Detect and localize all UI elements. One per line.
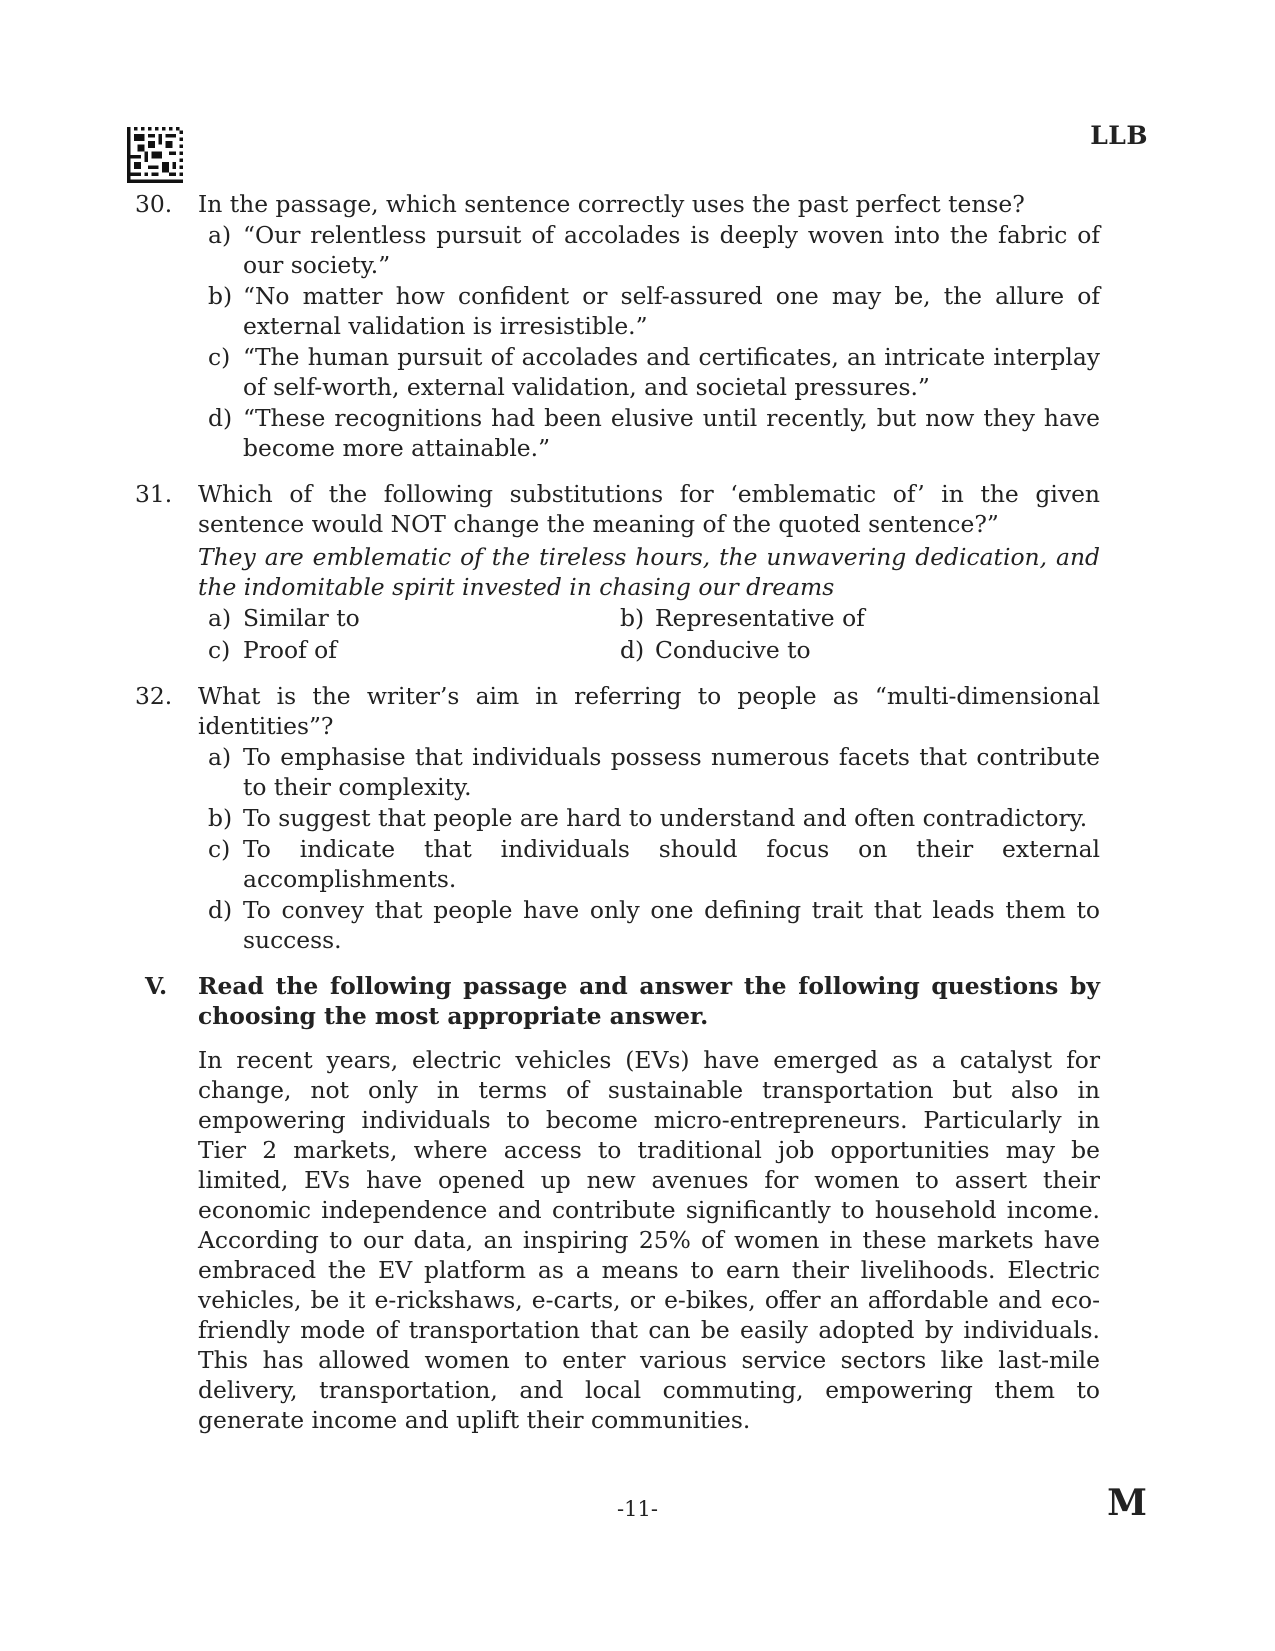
option-text: To emphasise that individuals possess numerous facets that contribute to their complexity. xyxy=(243,743,1100,801)
option-text: “No matter how confident or self-assured one may be, the allure of external validation is irresistible.” xyxy=(243,282,1100,340)
series-letter: M xyxy=(1107,1482,1147,1524)
question-number: 31. xyxy=(135,480,173,508)
option-label: d) xyxy=(620,636,645,664)
option-c[interactable] xyxy=(198,635,610,665)
reading-passage: In recent years, electric vehicles (EVs) have emerged as a catalyst for change, not only in terms of sustainable transportation but also in empowering individuals to become micro-entrepreneurs. Particularly in Tier 2 markets, where access to traditional job opportunities may be limited, EVs have opened up new avenues for women to assert their economic independence and contribute significantly to household income. According to our data, an inspiring 25% of women in these markets have embraced the EV platform as a means to earn their livelihoods. Electric vehicles, be it e-rickshaws, e-carts, or e-bikes, offer an affordable and eco-friendly mode of transportation that can be easily adopted by individuals. This has allowed women to enter various service sectors like last-mile delivery, transportation, and local commuting, empowering them to generate income and uplift their communities. xyxy=(198,1046,1100,1434)
options-grid xyxy=(198,603,1100,665)
quoted-sentence: They are emblematic of the tireless hours, the unwavering dedication, and the indomitable spirit invested in chasing our dreams xyxy=(198,543,1100,601)
question-content xyxy=(130,189,1100,1435)
option-text: To indicate that individuals should focus on their external accomplishments. xyxy=(243,835,1100,893)
option-b[interactable] xyxy=(198,281,1100,341)
option-label: b) xyxy=(620,604,645,632)
option-d[interactable] xyxy=(198,403,1100,463)
option-label: a) xyxy=(208,743,232,771)
option-text: “Our relentless pursuit of accolades is deeply woven into the fabric of our society.” xyxy=(243,221,1100,279)
option-d[interactable] xyxy=(198,895,1100,955)
option-label: c) xyxy=(208,343,231,371)
option-text: Similar to xyxy=(243,604,360,632)
option-text: “The human pursuit of accolades and certificates, an intricate interplay of self-worth, external validation, and societal pressures.” xyxy=(243,343,1100,401)
option-text: Representative of xyxy=(655,604,865,632)
option-text: To convey that people have only one defining trait that leads them to success. xyxy=(243,896,1100,954)
section-v xyxy=(130,971,1100,1435)
option-label: b) xyxy=(208,804,233,832)
data-matrix-code-icon xyxy=(127,127,183,183)
question-text: In the passage, which sentence correctly uses the past perfect tense? xyxy=(198,190,1025,218)
question-31 xyxy=(130,479,1100,665)
section-heading: Read the following passage and answer the following questions by choosing the most appropriate answer. xyxy=(198,972,1100,1030)
paper-code: LLB xyxy=(1090,121,1148,150)
option-label: d) xyxy=(208,896,233,924)
option-a[interactable] xyxy=(198,742,1100,802)
question-number: 30. xyxy=(135,190,173,218)
option-text: Proof of xyxy=(243,636,337,664)
option-text: Conducive to xyxy=(655,636,811,664)
option-label: b) xyxy=(208,282,233,310)
option-label: c) xyxy=(208,835,231,863)
option-d[interactable] xyxy=(610,635,1100,665)
option-label: d) xyxy=(208,404,233,432)
option-a[interactable] xyxy=(198,603,610,633)
question-number: 32. xyxy=(135,682,173,710)
option-label: a) xyxy=(208,604,232,632)
question-30 xyxy=(130,189,1100,463)
page-number: -11- xyxy=(617,1497,658,1521)
option-b[interactable] xyxy=(610,603,1100,633)
question-text: Which of the following substitutions for ‘emblematic of’ in the given sentence would NOT change the meaning of the quoted sentence?” xyxy=(198,480,1100,538)
option-a[interactable] xyxy=(198,220,1100,280)
option-label: a) xyxy=(208,221,232,249)
question-text: What is the writer’s aim in referring to people as “multi-dimensional identities”? xyxy=(198,682,1100,740)
question-32 xyxy=(130,681,1100,955)
option-c[interactable] xyxy=(198,834,1100,894)
option-text: To suggest that people are hard to understand and often contradictory. xyxy=(243,804,1088,832)
option-label: c) xyxy=(208,636,231,664)
section-number: V. xyxy=(145,972,168,1000)
option-c[interactable] xyxy=(198,342,1100,402)
option-text: “These recognitions had been elusive until recently, but now they have become more attainable.” xyxy=(243,404,1100,462)
option-b[interactable] xyxy=(198,803,1100,833)
